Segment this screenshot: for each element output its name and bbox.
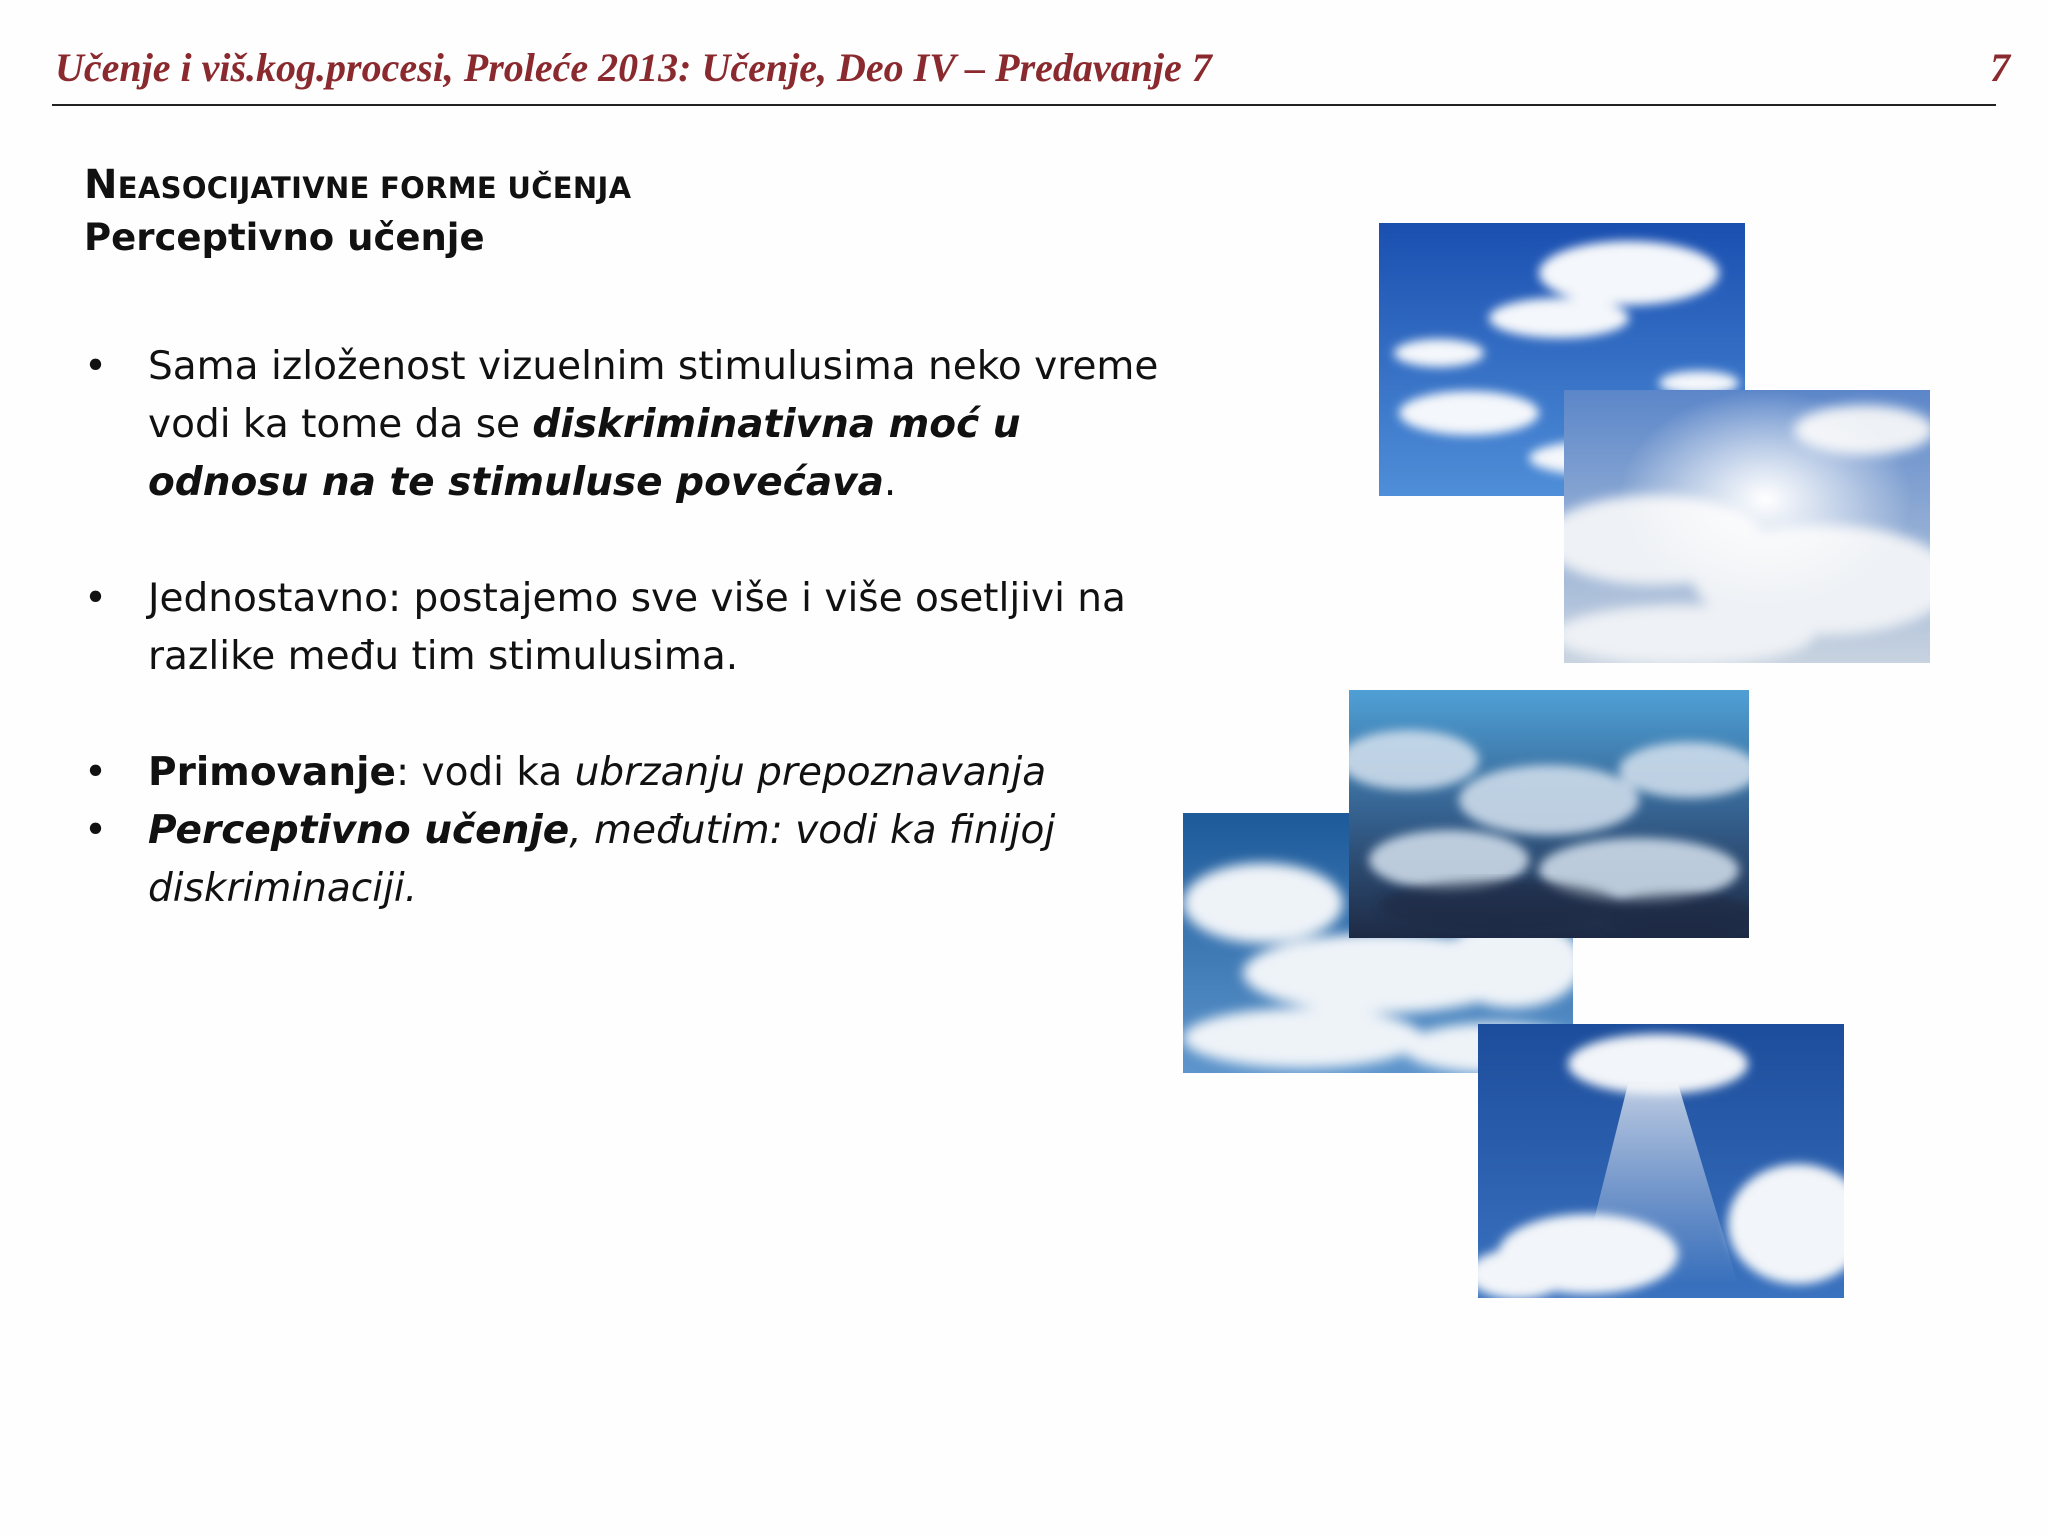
bullet-4-italic: , međutim: vodi ka finijoj diskriminaciji. (148, 808, 1056, 911)
header-divider (52, 104, 1996, 106)
header-title: Učenje i viš.kog.procesi, Proleće 2013: Učenje, Deo IV – Predavanje 7 (55, 45, 1212, 90)
bullet-dot: • (84, 808, 108, 853)
bullet-3-text: : vodi ka (395, 750, 575, 795)
bullet-1-text: Sama izloženost vizuelnim stimulusima neko vreme vodi ka tome da se (148, 344, 1159, 447)
bullet-1-end: . (883, 460, 897, 505)
bullet-3-italic: ubrzanju prepoznavanja (574, 750, 1047, 795)
dark-cloud-sea-photo (1349, 690, 1749, 938)
section-subtitle: Perceptivno učenje (84, 216, 485, 259)
bullet-item (84, 802, 1164, 918)
bullet-dot: • (84, 576, 108, 621)
page-number: 7 (1990, 45, 2010, 90)
bullet-4-bold-italic: Perceptivno učenje (148, 808, 570, 853)
section-title-initial: N (84, 162, 118, 208)
bullet-item (84, 744, 1164, 802)
bullet-3-bold: Primovanje (148, 750, 396, 795)
bullet-dot: • (84, 750, 108, 795)
bullet-list (84, 338, 1164, 918)
bullet-item (84, 570, 1164, 686)
bullet-1-emphasis: diskriminativna moć u odnosu na te stimuluse povećava (148, 402, 1021, 505)
sunlit-clouds-photo (1564, 390, 1930, 663)
bullet-dot: • (84, 344, 108, 389)
section-title (84, 162, 631, 208)
bullet-item (84, 338, 1164, 512)
bullet-2-text: Jednostavno: postajemo sve više i više osetljivi na razlike među tim stimulusima. (148, 576, 1126, 679)
section-title-rest: EASOCIJATIVNE FORME UČENJA (117, 171, 632, 205)
sunbeam-clouds-photo (1478, 1024, 1844, 1298)
